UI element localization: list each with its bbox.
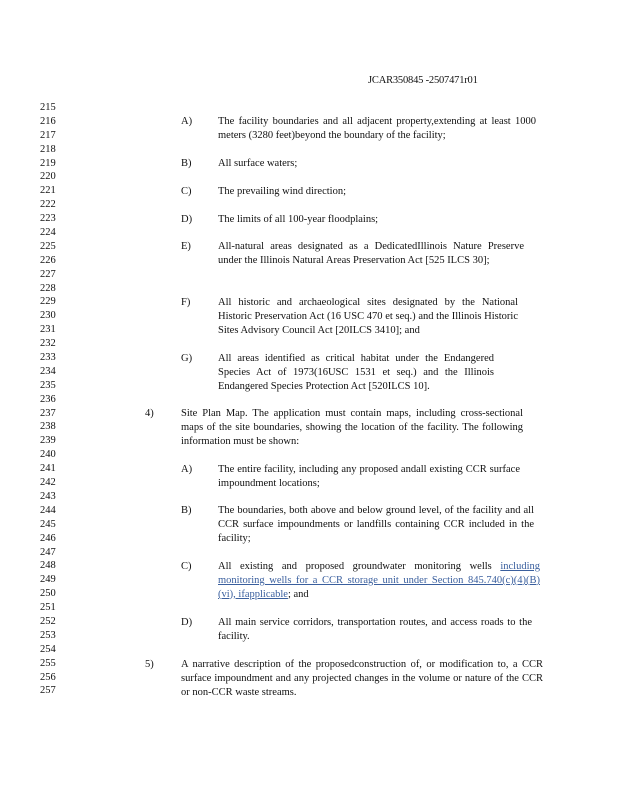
line-number: 238 xyxy=(40,421,56,433)
line-number: 217 xyxy=(40,129,56,141)
item-text: All main service corridors, transportation routes, and access roads to the facility. xyxy=(218,617,532,642)
line-number: 242 xyxy=(40,477,56,489)
item-label: B) xyxy=(181,505,192,516)
line-number: 240 xyxy=(40,449,56,461)
line-number: 223 xyxy=(40,213,56,225)
document-header-code: JCAR350845 -2507471r01 xyxy=(368,75,478,86)
item-text: All surface waters; xyxy=(218,158,298,169)
line-number: 235 xyxy=(40,379,56,391)
line-number: 244 xyxy=(40,504,56,516)
item-text-before: All existing and proposed groundwater monitoring wells xyxy=(218,561,501,572)
line-number: 253 xyxy=(40,629,56,641)
item-label: C) xyxy=(181,561,192,572)
item-label: B) xyxy=(181,158,192,169)
item-text-after: ; and xyxy=(287,588,309,600)
item-label: A) xyxy=(181,464,193,475)
line-number: 236 xyxy=(40,393,56,405)
line-number: 221 xyxy=(40,185,56,197)
line-number: 229 xyxy=(40,296,56,308)
line-number: 241 xyxy=(40,463,56,475)
line-number: 247 xyxy=(40,546,56,558)
item-text: The limits of all 100-year floodplains; xyxy=(218,214,379,225)
item-text: All historic and archaeological sites designated by the National Historic Preservation Act (16 USC 470 et seq.) and the Illinois Historic Sites Advisory Council Act [20ILCS 3410]; and xyxy=(218,297,518,336)
line-number: 224 xyxy=(40,227,56,239)
line-number: 256 xyxy=(40,671,56,683)
item-text: Site Plan Map. The application must contain maps, including cross-sectional maps of the site boundaries, showing the location of the facility. The following information must be shown: xyxy=(181,408,523,447)
line-number: 248 xyxy=(40,560,56,572)
item-text: The boundaries, both above and below ground level, of the facility and all CCR surface impoundments or landfills containing CCR included in the facility; xyxy=(218,505,534,544)
line-number: 243 xyxy=(40,490,56,502)
line-number: 245 xyxy=(40,518,56,530)
line-number: 232 xyxy=(40,338,56,350)
item-label: C) xyxy=(181,186,192,197)
item-label: D) xyxy=(181,617,193,628)
line-number: 246 xyxy=(40,532,56,544)
item-label: A) xyxy=(181,116,193,127)
line-number: 237 xyxy=(40,407,56,419)
line-number: 233 xyxy=(40,352,56,364)
item-label: D) xyxy=(181,214,193,225)
item-text: The facility boundaries and all adjacent property,extending at least 1000 meters (3280 feet)beyond the boundary of the facility; xyxy=(218,116,536,141)
line-number: 250 xyxy=(40,588,56,600)
line-number: 215 xyxy=(40,102,56,113)
item-text: The prevailing wind direction; xyxy=(218,186,347,197)
line-number: 255 xyxy=(40,657,56,669)
line-number: 228 xyxy=(40,282,56,294)
line-number: 239 xyxy=(40,435,56,447)
line-number: 231 xyxy=(40,324,56,336)
item-label: 5) xyxy=(145,659,154,670)
line-number: 251 xyxy=(40,602,56,614)
item-text: All-natural areas designated as a DedicatedIllinois Nature Preserve under the Illinois Natural Areas Preservation Act [525 ILCS 30]; xyxy=(218,241,524,266)
line-number: 226 xyxy=(40,254,56,266)
line-number: 218 xyxy=(40,143,56,155)
item-label: G) xyxy=(181,353,193,364)
item-label: 4) xyxy=(145,408,154,419)
item-label: E) xyxy=(181,241,191,252)
item-text: A narrative description of the proposedconstruction of, or modification to, a CCR surface impoundment and any projected changes in the volume or nature of the CCR or non-CCR waste streams. xyxy=(181,659,543,698)
line-number: 222 xyxy=(40,199,56,211)
line-number: 230 xyxy=(40,310,56,322)
item-text: All areas identified as critical habitat under the Endangered Species Act of 1973(16USC 1531 et seq.) and the Illinois Endangered Species Protection Act [520ILCS 10]. xyxy=(218,353,494,392)
line-number: 216 xyxy=(40,115,56,127)
item-label: F) xyxy=(181,297,191,308)
item-text: The entire facility, including any proposed andall existing CCR surface impoundment locations; xyxy=(218,464,520,489)
line-number: 227 xyxy=(40,268,56,280)
line-number: 225 xyxy=(40,240,56,252)
line-number: 249 xyxy=(40,574,56,586)
inserted-text: including monitoring wells for a CCR storage unit under Section 845.740(c)(4)(B)(vi), ifapplicable xyxy=(218,561,540,600)
item-text xyxy=(218,560,540,602)
line-number: 234 xyxy=(40,365,56,377)
line-number: 220 xyxy=(40,171,56,183)
line-number: 254 xyxy=(40,643,56,655)
line-number: 257 xyxy=(40,685,56,697)
line-number-column xyxy=(40,101,70,698)
line-number: 252 xyxy=(40,615,56,627)
line-number: 219 xyxy=(40,157,56,169)
